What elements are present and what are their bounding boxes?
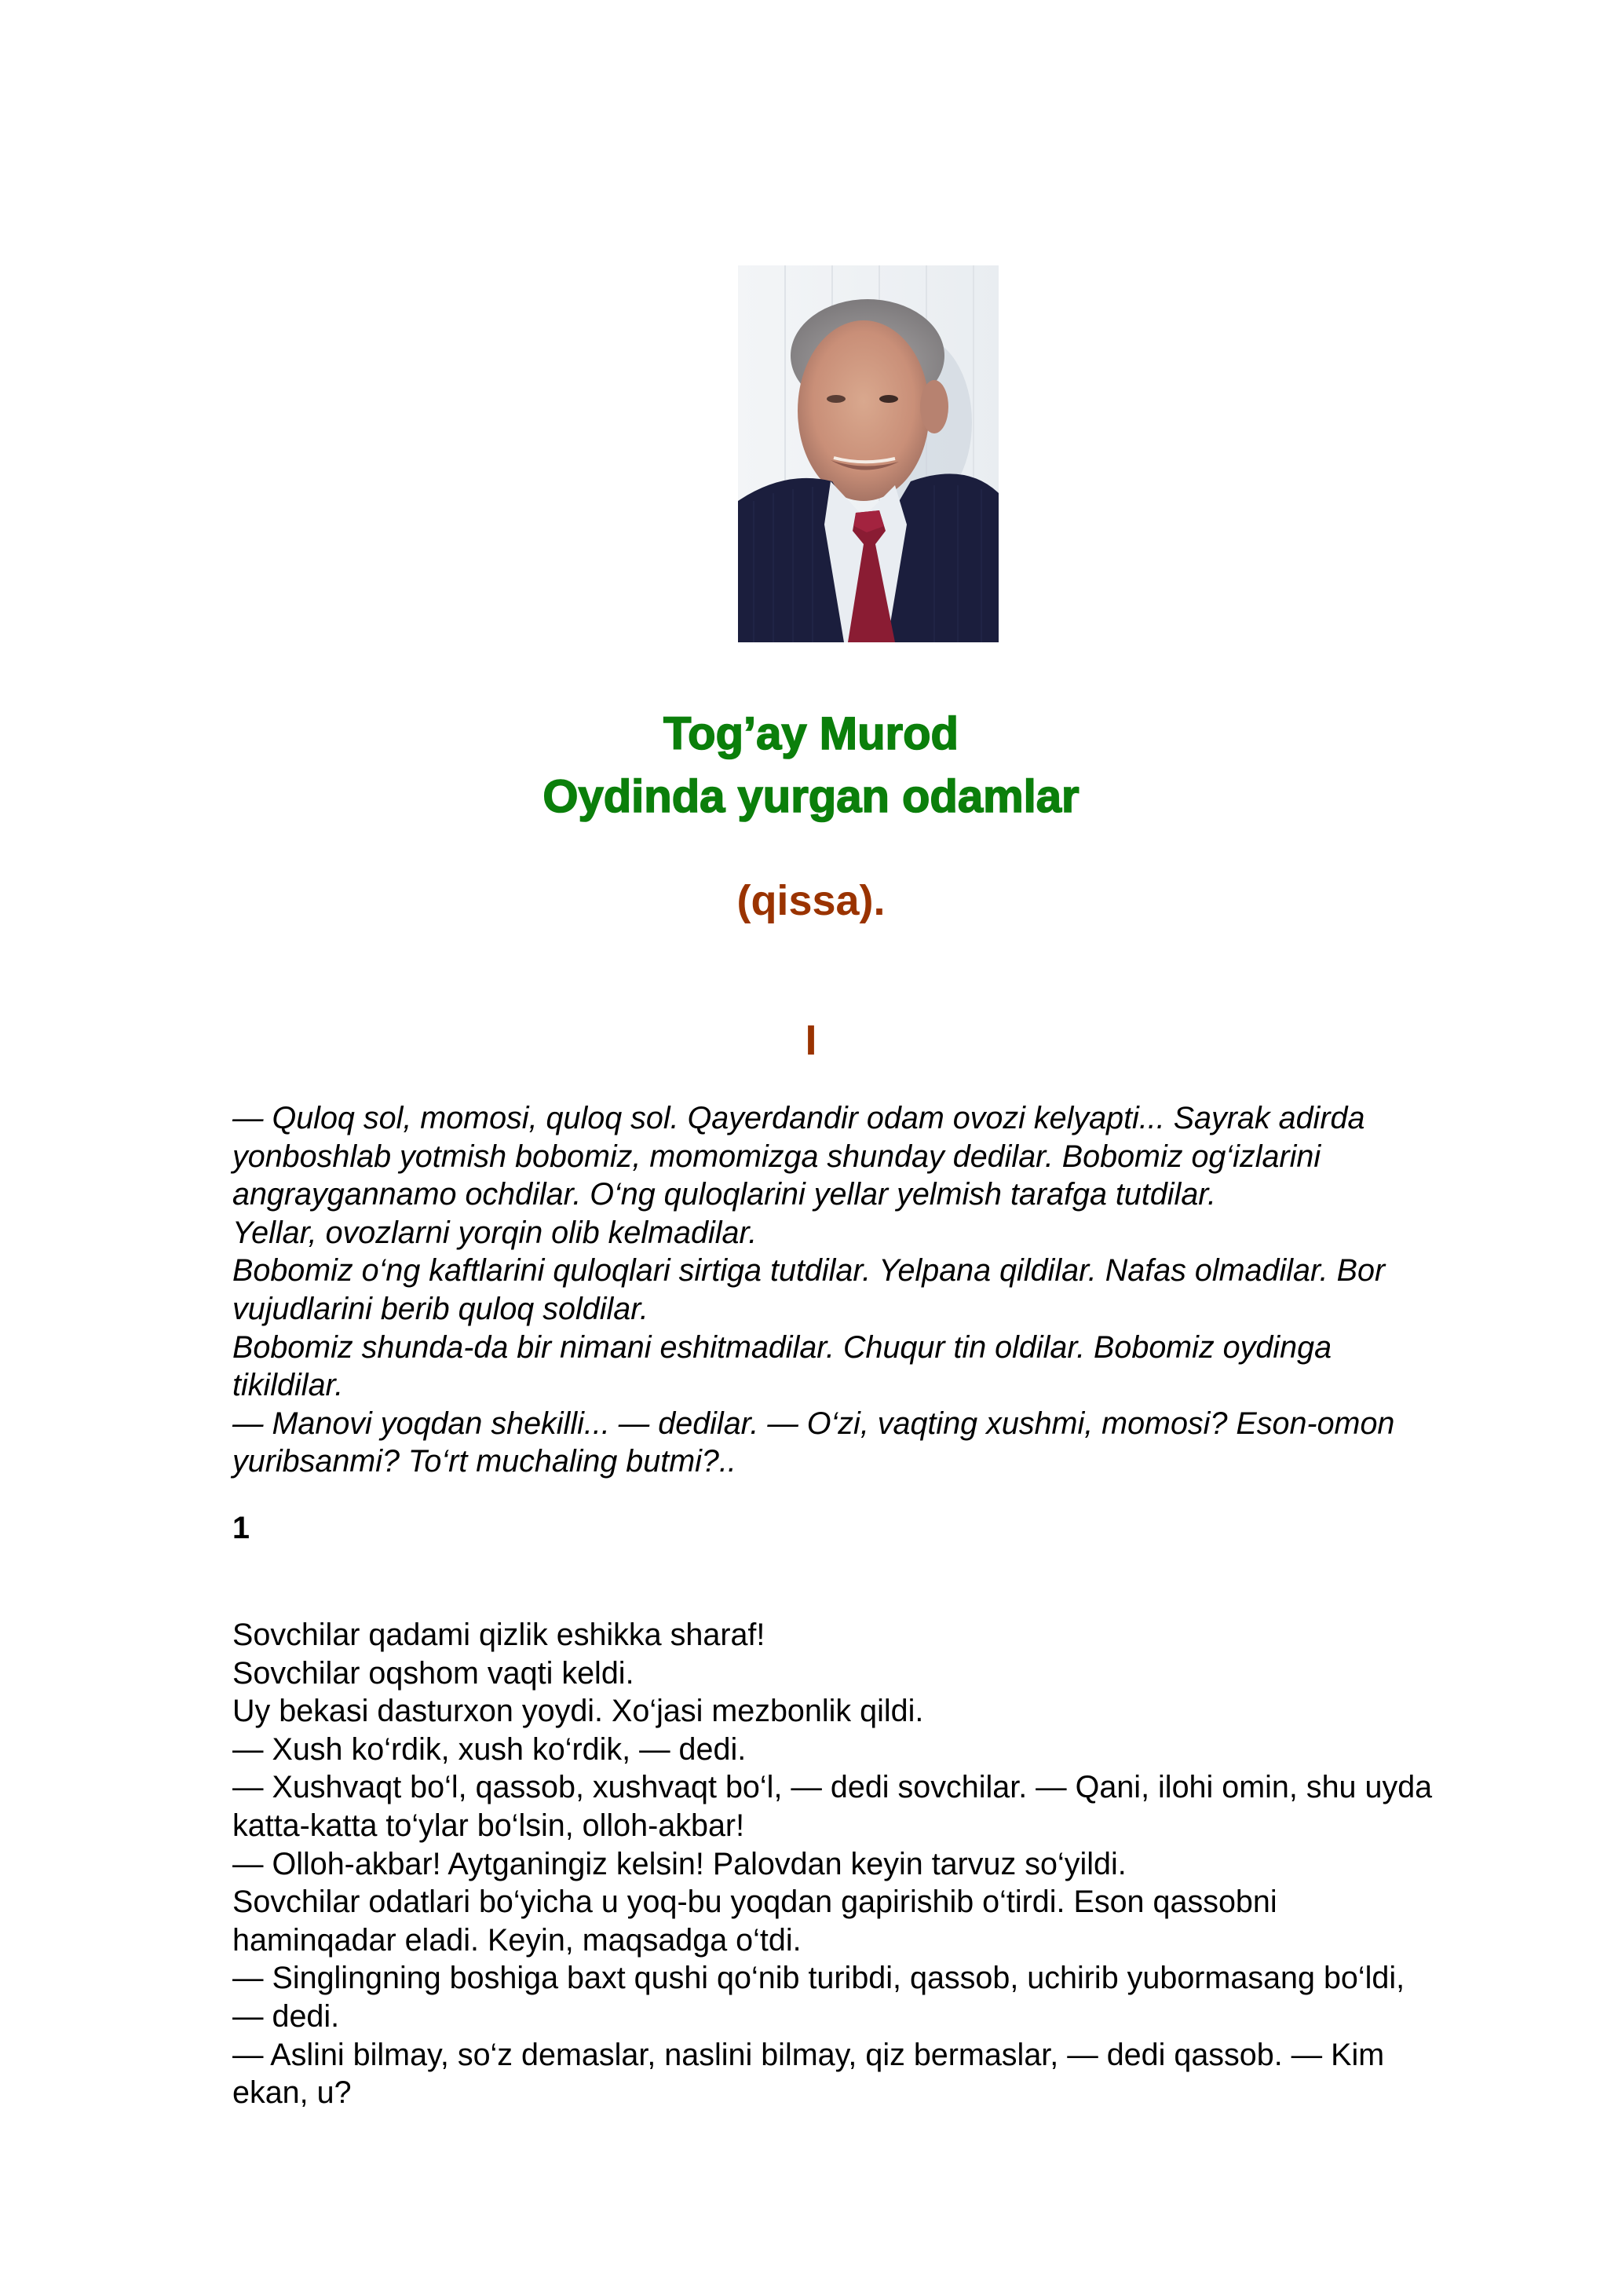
text-line: yuribsanmi? To‘rt muchaling butmi?.. xyxy=(232,1444,736,1479)
text-line: — Olloh-akbar! Aytganingiz kelsin! Palovdan keyin tarvuz so‘yildi. xyxy=(232,1846,1127,1881)
text-line: — Xush ko‘rdik, xush ko‘rdik, — dedi. xyxy=(232,1731,747,1767)
text-line: vujudlarini berib quloq soldilar. xyxy=(232,1291,648,1326)
text-line: tikildilar. xyxy=(232,1368,344,1403)
text-line: angraygannamo ochdilar. O‘ng quloqlarini yellar yelmish tarafga tutdilar. xyxy=(232,1177,1216,1212)
text-line: Sovchilar qadami qizlik eshikka sharaf! xyxy=(232,1618,765,1652)
text-line: — Xushvaqt bo‘l, qassob, xushvaqt bo‘l, — dedi sovchilar. — Qani, ilohi omin, shu uyda xyxy=(232,1770,1433,1805)
text-line: — Quloq sol, momosi, quloq sol. Qayerdandir odam ovozi kelyapti... Sayrak adirda xyxy=(232,1101,1365,1135)
text-line: yonboshlab yotmish bobomiz, momomizga shunday dedilar. Bobomiz og‘izlarini xyxy=(232,1139,1321,1174)
text-line: ekan, u? xyxy=(232,2075,352,2111)
text-line: — Aslini bilmay, so‘z demaslar, naslini bilmay, qiz bermaslar, — dedi qassob. — Kim xyxy=(232,2037,1385,2072)
text-line: Yellar, ovozlarni yorqin olib kelmadilar. xyxy=(232,1215,758,1250)
text-line: katta-katta to‘ylar bo‘lsin, olloh-akbar! xyxy=(232,1808,745,1843)
text-line: Uy bekasi dasturxon yoydi. Xo‘jasi mezbonlik qildi. xyxy=(232,1694,924,1729)
prologue-text xyxy=(232,1099,1520,1481)
chapter-text xyxy=(232,1616,1520,2112)
author-portrait-image xyxy=(738,265,999,642)
author-photo xyxy=(738,265,999,642)
author-name: Tog’ay Murod xyxy=(663,708,959,759)
part-number: I xyxy=(805,1017,817,1064)
genre-label: (qissa). xyxy=(736,877,886,924)
text-line: Bobomiz o‘ng kaftlarini quloqlari sirtiga tutdilar. Yelpana qildilar. Nafas olmadilar. Bor xyxy=(232,1253,1386,1289)
text-line: Bobomiz shunda-da bir nimani eshitmadilar. Chuqur tin oldilar. Bobomiz oydinga xyxy=(232,1329,1332,1365)
chapter-number: 1 xyxy=(232,1511,250,1545)
book-title: Oydinda yurgan odamlar xyxy=(542,771,1080,822)
text-line: Sovchilar odatlari bo‘yicha u yoq-bu yoqdan gapirishib o‘tirdi. Eson qassobni xyxy=(232,1885,1277,1920)
text-line: — dedi. xyxy=(232,1998,340,2034)
text-line: haminqadar eladi. Keyin, maqsadga o‘tdi. xyxy=(232,1922,802,1958)
text-line: — Singlingning boshiga baxt qushi qo‘nib turibdi, qassob, uchirib yubormasang bo‘ldi, xyxy=(232,1961,1405,1996)
text-line: Sovchilar oqshom vaqti keldi. xyxy=(232,1655,634,1691)
text-line: — Manovi yoqdan shekilli... — dedilar. — O‘zi, vaqting xushmi, momosi? Eson-omon xyxy=(232,1406,1395,1441)
